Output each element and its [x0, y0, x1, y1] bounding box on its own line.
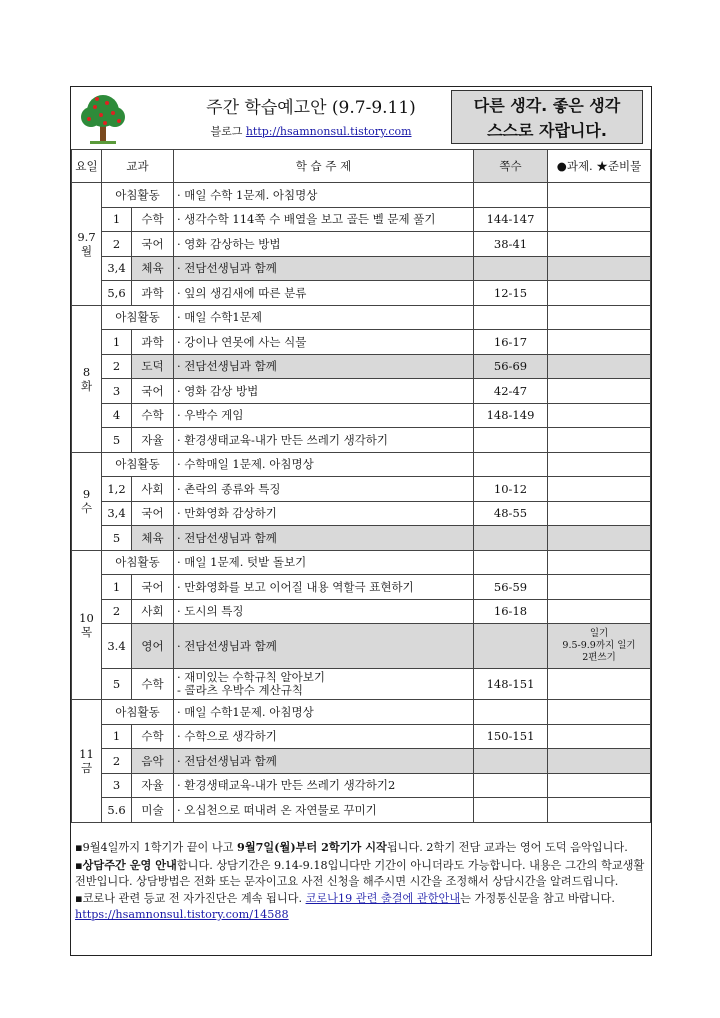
motto-line2: 스스로 자랍니다. — [487, 121, 607, 140]
topic-text: · 도시의 특징 — [177, 604, 244, 619]
schedule-table — [71, 149, 651, 823]
pages-cell — [474, 773, 548, 798]
topic-cell — [174, 798, 474, 823]
topic-text: · 만화영화 감상하기 — [177, 506, 277, 521]
topic-cell — [174, 305, 474, 330]
subject-cell: 음악 — [132, 749, 174, 774]
day-weekday: 화 — [80, 378, 93, 393]
topic-text: · 수학매일 1문제. 아침명상 — [177, 457, 314, 472]
topic-cell — [174, 669, 474, 700]
day-date: 8 — [82, 364, 91, 379]
weekly-plan-sheet — [70, 86, 652, 956]
table-row — [72, 749, 651, 774]
table-row — [72, 281, 651, 306]
period-cell: 4 — [102, 403, 132, 428]
col-subject: 교과 — [102, 150, 174, 183]
homework-cell — [548, 305, 651, 330]
header — [71, 87, 650, 150]
subject-cell: 국어 — [132, 575, 174, 600]
subject-cell: 수학 — [132, 724, 174, 749]
subject-cell: 수학 — [132, 403, 174, 428]
topic-text: · 전담선생님과 함께 — [177, 530, 277, 545]
homework-cell — [548, 724, 651, 749]
period-cell: 3,4 — [102, 501, 132, 526]
subject-cell: 국어 — [132, 379, 174, 404]
pages-cell: 38-41 — [474, 232, 548, 257]
table-row — [72, 501, 651, 526]
homework-cell — [548, 599, 651, 624]
page-title: 주간 학습예고안 (9.7-9.11) — [206, 98, 416, 118]
homework-cell — [548, 550, 651, 575]
pages-cell: 12-15 — [474, 281, 548, 306]
homework-cell — [548, 354, 651, 379]
topic-cell — [174, 256, 474, 281]
day-weekday: 목 — [80, 624, 93, 639]
pages-cell: 10-12 — [474, 477, 548, 502]
table-row — [72, 477, 651, 502]
day-date: 11 — [79, 746, 94, 761]
topic-cell — [174, 773, 474, 798]
day-date: 9.7 — [77, 229, 96, 244]
homework-line: 2편쓰기 — [582, 652, 616, 663]
topic-cell — [174, 749, 474, 774]
period-cell: 아침활동 — [102, 183, 174, 208]
topic-cell — [174, 403, 474, 428]
col-topic: 학 습 주 제 — [174, 150, 474, 183]
topic-text: · 영화 감상 방법 — [177, 383, 259, 398]
topic-cell — [174, 501, 474, 526]
homework-cell — [548, 501, 651, 526]
table-row — [72, 403, 651, 428]
subject-cell: 자율 — [132, 773, 174, 798]
subject-cell: 자율 — [132, 428, 174, 453]
schedule-body — [72, 183, 651, 823]
table-row — [72, 428, 651, 453]
homework-line: 일기 — [589, 628, 609, 639]
note-covid: ▪코로나 관련 등교 전 자가진단은 계속 됩니다. 코로나19 관련 출결에 관한안내는 가정통신문을 참고 바랍니다. https://hsamnonsul.tistory.com/14588 — [75, 891, 615, 921]
pages-cell — [474, 798, 548, 823]
homework-cell — [548, 526, 651, 551]
homework-line: 9.5-9.9까지 일기 — [562, 640, 636, 651]
topic-cell — [174, 477, 474, 502]
period-cell: 3 — [102, 773, 132, 798]
table-row — [72, 183, 651, 208]
table-row — [72, 724, 651, 749]
table-row — [72, 330, 651, 355]
table-row — [72, 256, 651, 281]
pages-cell — [474, 428, 548, 453]
blog-link[interactable]: http://hsamnonsul.tistory.com — [245, 125, 412, 138]
homework-cell — [548, 256, 651, 281]
period-cell: 1 — [102, 724, 132, 749]
pages-cell: 148-151 — [474, 669, 548, 700]
period-cell: 1,2 — [102, 477, 132, 502]
homework-cell — [548, 428, 651, 453]
table-row — [72, 773, 651, 798]
pages-cell: 150-151 — [474, 724, 548, 749]
homework-cell — [548, 798, 651, 823]
pages-cell — [474, 749, 548, 774]
pages-cell — [474, 550, 548, 575]
topic-text: · 강이나 연못에 사는 식물 — [177, 334, 307, 349]
subject-cell: 체육 — [132, 526, 174, 551]
period-cell: 5 — [102, 428, 132, 453]
col-homework: ●과제. ★준비물 — [548, 150, 651, 183]
homework-cell — [548, 207, 651, 232]
topic-cell — [174, 624, 474, 669]
day-weekday: 수 — [80, 501, 93, 515]
topic-cell — [174, 207, 474, 232]
topic-cell — [174, 575, 474, 600]
topic-text: · 환경생태교육-내가 만든 쓰레기 생각하기 — [177, 432, 389, 447]
topic-cell — [174, 330, 474, 355]
day-weekday: 금 — [80, 760, 93, 775]
topic-text: · 매일 1문제. 텃밭 돌보기 — [177, 555, 307, 570]
topic-cell — [174, 700, 474, 725]
topic-cell — [174, 354, 474, 379]
period-cell: 1 — [102, 575, 132, 600]
topic-text: · 전담선생님과 함께 — [177, 753, 277, 768]
topic-cell — [174, 550, 474, 575]
topic-text: · 전담선생님과 함께 — [177, 261, 277, 276]
period-cell: 5.6 — [102, 798, 132, 823]
topic-cell — [174, 281, 474, 306]
table-row — [72, 354, 651, 379]
homework-cell — [548, 749, 651, 774]
topic-text: · 전담선생님과 함께 — [177, 639, 277, 653]
pages-cell: 56-59 — [474, 575, 548, 600]
period-cell: 1 — [102, 330, 132, 355]
table-row — [72, 624, 651, 669]
topic-cell — [174, 379, 474, 404]
blog-label: 블로그 — [210, 125, 243, 138]
note-counseling: ▪상담주간 운영 안내합니다. 상담기간은 9.14-9.18입니다만 기간이 아니더라도 가능합니다. 내용은 그간의 학교생활전반입니다. 상담방법은 전화 또는 문자이고요 사전 신청을 해주시면 시간을 조정해서 상담시간을 알려드립니다. — [75, 857, 645, 888]
pages-cell — [474, 526, 548, 551]
day-cell — [72, 700, 102, 823]
pages-cell: 144-147 — [474, 207, 548, 232]
pages-cell — [474, 700, 548, 725]
topic-cell — [174, 599, 474, 624]
topic-cell — [174, 526, 474, 551]
homework-cell — [548, 281, 651, 306]
period-cell: 아침활동 — [102, 550, 174, 575]
topic-text: · 수학으로 생각하기 — [177, 729, 277, 744]
homework-cell — [548, 773, 651, 798]
topic-cell — [174, 724, 474, 749]
pages-cell: 42-47 — [474, 379, 548, 404]
period-cell: 2 — [102, 599, 132, 624]
table-row — [72, 550, 651, 575]
homework-cell — [548, 575, 651, 600]
topic-cell — [174, 428, 474, 453]
topic-subtext: - 콜라츠 우박수 계산규칙 — [177, 683, 303, 697]
day-date: 9 — [82, 487, 91, 501]
subject-cell: 사회 — [132, 599, 174, 624]
topic-cell — [174, 183, 474, 208]
subject-cell: 도덕 — [132, 354, 174, 379]
topic-text: · 매일 수학 1문제. 아침명상 — [177, 187, 318, 202]
motto-box — [451, 90, 643, 144]
day-weekday: 월 — [80, 243, 93, 258]
topic-text: · 만화영화를 보고 이어질 내용 역할극 표현하기 — [177, 579, 414, 594]
period-cell: 5 — [102, 526, 132, 551]
subject-cell: 체육 — [132, 256, 174, 281]
subject-cell: 국어 — [132, 232, 174, 257]
topic-text: · 매일 수학1문제. 아침명상 — [177, 704, 314, 719]
period-cell: 2 — [102, 749, 132, 774]
topic-text: · 영화 감상하는 방법 — [177, 236, 281, 251]
period-cell: 5 — [102, 669, 132, 700]
homework-cell — [548, 669, 651, 700]
topic-text: · 우박수 게임 — [177, 408, 244, 423]
day-cell — [72, 452, 102, 550]
table-row — [72, 207, 651, 232]
table-row — [72, 305, 651, 330]
homework-cell — [548, 700, 651, 725]
period-cell: 아침활동 — [102, 305, 174, 330]
motto-line1: 다른 생각. 좋은 생각 — [473, 96, 621, 115]
col-day: 요일 — [72, 150, 102, 183]
homework-cell — [548, 477, 651, 502]
period-cell: 아침활동 — [102, 452, 174, 477]
topic-text: · 환경생태교육-내가 만든 쓰레기 생각하기2 — [177, 778, 396, 793]
pages-cell: 148-149 — [474, 403, 548, 428]
period-cell: 아침활동 — [102, 700, 174, 725]
pages-cell — [474, 183, 548, 208]
topic-cell — [174, 232, 474, 257]
blog-line — [171, 123, 451, 139]
homework-cell — [548, 232, 651, 257]
note-semester: ▪9월4일까지 1학기가 끝이 나고 9월7일(월)부터 2학기가 시작됩니다. 2학기 전담 교과는 영어 도덕 음악입니다. — [75, 840, 628, 854]
table-row — [72, 526, 651, 551]
homework-cell — [548, 330, 651, 355]
day-date: 10 — [79, 610, 94, 625]
pages-cell — [474, 305, 548, 330]
day-cell — [72, 183, 102, 306]
period-cell: 3.4 — [102, 624, 132, 669]
day-cell — [72, 550, 102, 700]
subject-cell: 영어 — [132, 624, 174, 669]
table-row — [72, 575, 651, 600]
table-row — [72, 669, 651, 700]
subject-cell: 과학 — [132, 281, 174, 306]
subject-cell: 국어 — [132, 501, 174, 526]
table-row — [72, 232, 651, 257]
homework-cell — [548, 183, 651, 208]
topic-text: · 생각수학 114쪽 수 배열을 보고 골든 벨 문제 풀기 — [177, 212, 436, 227]
homework-cell — [548, 624, 651, 669]
period-cell: 3,4 — [102, 256, 132, 281]
pages-cell — [474, 624, 548, 669]
period-cell: 5,6 — [102, 281, 132, 306]
topic-text: · 오십천으로 떠내려 온 자연물로 꾸미기 — [177, 802, 377, 817]
topic-text: · 전담선생님과 함께 — [177, 359, 277, 374]
topic-text: · 잎의 생김새에 따른 분류 — [177, 285, 307, 300]
homework-cell — [548, 379, 651, 404]
topic-cell — [174, 452, 474, 477]
table-row — [72, 452, 651, 477]
subject-cell: 과학 — [132, 330, 174, 355]
period-cell: 1 — [102, 207, 132, 232]
subject-cell: 사회 — [132, 477, 174, 502]
pages-cell: 16-17 — [474, 330, 548, 355]
notice-url-link[interactable]: https://hsamnonsul.tistory.com/14588 — [75, 908, 289, 921]
topic-text: · 재미있는 수학규칙 알아보기 — [177, 670, 325, 684]
pages-cell: 56-69 — [474, 354, 548, 379]
period-cell: 2 — [102, 232, 132, 257]
topic-text: · 촌락의 종류와 특징 — [177, 481, 281, 496]
covid-notice-link[interactable]: 코로나19 관련 출결에 관한안내 — [305, 891, 461, 905]
pages-cell: 16-18 — [474, 599, 548, 624]
subject-cell: 수학 — [132, 207, 174, 232]
subject-cell: 수학 — [132, 669, 174, 700]
pages-cell — [474, 452, 548, 477]
period-cell: 2 — [102, 354, 132, 379]
pages-cell — [474, 256, 548, 281]
table-row — [72, 798, 651, 823]
period-cell: 3 — [102, 379, 132, 404]
homework-cell — [548, 452, 651, 477]
homework-cell — [548, 403, 651, 428]
topic-text: · 매일 수학1문제 — [177, 310, 262, 325]
notes — [71, 836, 650, 927]
table-row — [72, 700, 651, 725]
col-pages: 쪽수 — [474, 150, 548, 183]
table-row — [72, 599, 651, 624]
subject-cell: 미술 — [132, 798, 174, 823]
pages-cell: 48-55 — [474, 501, 548, 526]
apple-tree-icon — [75, 91, 131, 145]
day-cell — [72, 305, 102, 452]
table-row — [72, 379, 651, 404]
